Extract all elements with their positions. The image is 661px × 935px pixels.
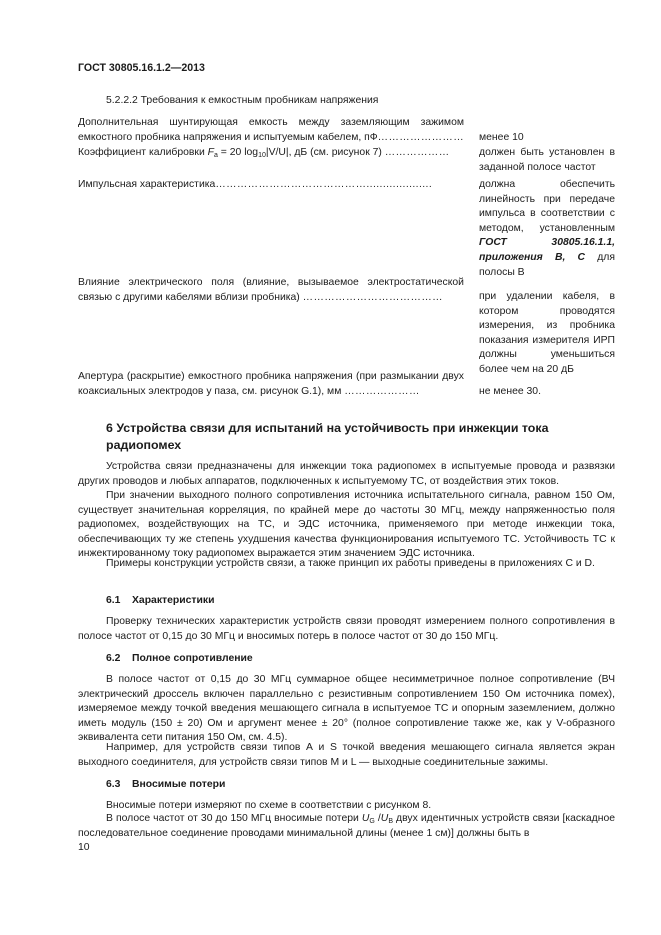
requirement-5-text: Апертура (раскрытие) емкостного пробника напряжения (при размыкании двух коаксиальных электродов у паза, см. рисунок G.1), мм [78, 371, 464, 397]
subsection-6-2-title: Полное сопротивление [132, 653, 253, 664]
subsection-6-1-paragraph: Проверку технических характеристик устройств связи проводят измерением полного сопротивления в полосе частот от 0,15 до 30 МГц и вносимых потерь в полосе частот от 30 до 150 МГц. [78, 616, 615, 642]
formula-symbol-f: F [207, 147, 215, 158]
subsection-6-2-heading [106, 652, 253, 667]
requirement-2-text: Коэффициент калибровки [78, 147, 205, 158]
requirement-3-value [479, 178, 615, 280]
subsection-6-3-number: 6.3 [106, 779, 121, 790]
subsection-6-3-heading [106, 778, 225, 793]
ratio-separator: / [374, 813, 381, 824]
requirement-3-label [78, 178, 464, 193]
requirement-5-dots: ………………… [344, 385, 420, 397]
page-number: 10 [78, 842, 90, 853]
requirement-3-value-text: должна обеспечить линейность при передаче импульса в соответствии с методом, установленным [479, 179, 615, 234]
symbol-u-g: U [361, 813, 370, 824]
subsection-6-3-title: Вносимые потери [132, 779, 226, 790]
requirement-5-label [78, 370, 464, 399]
requirement-4-value: при удалении кабеля, в котором проводятся измерения, из пробника показания измерителя ИРП должны уменьшиться более чем на 20 дБ [479, 291, 615, 375]
requirement-2-label [78, 146, 464, 161]
subsection-6-2-paragraph-1: В полосе частот от 0,15 до 30 МГц суммарное общее несимметричное полное сопротивление (ВЧ электрический дроссель включен параллельно с резистивным сопротивлением 150 Ом источника помех), измеряемое между точкой введения мешающего сигнала в испытуемое ТС и опорным заземлением, должно иметь модуль (150 ± 20) Ом и аргумент менее ± 20° (полное сопротивление также же, как у V-образного эквивалента сети питания 150 Ом, см. 4.5). [78, 674, 615, 744]
subsection-6-3-paragraph-2 [78, 812, 615, 841]
formula-ratio: |V/U|, дБ (см. рисунок 7) [265, 147, 382, 158]
requirement-3-dots: …………………………………….................... [215, 179, 433, 190]
subsection-6-1-title: Характеристики [132, 595, 215, 606]
requirement-3-value-tail: для полосы В [479, 251, 615, 278]
requirement-1-dots: …………………… [377, 131, 464, 143]
subscript-g: G [369, 818, 375, 825]
requirement-2-value: должен быть установлен в заданной полосе частот [479, 147, 615, 173]
requirement-4-label [78, 276, 464, 305]
section-6-paragraph-3: Примеры конструкции устройств связи, а также принцип их работы приведены в приложениях С и D. [106, 558, 595, 569]
subsection-title: 5.2.2.2 Требования к емкостным пробникам напряжения [106, 95, 379, 106]
formula-subscript-a: a [214, 152, 218, 159]
subsection-6-1-number: 6.1 [106, 595, 121, 606]
requirement-5-value: не менее 30. [479, 386, 541, 397]
section-6-paragraph-1: Устройства связи предназначены для инжекции тока радиопомех в испытуемые провода и развязки других проводов и любых аппаратов, подключенных к испытуемому ТС, от воздействия этих токов. [78, 461, 615, 487]
paragraph-text: В полосе частот от 30 до 150 МГц вносимые потери [106, 813, 362, 824]
requirement-1-text: Дополнительная шунтирующая емкость между заземляющим зажимом емкостного пробника напряжения и испытуемым кабелем, пФ [78, 117, 464, 143]
section-6-heading: 6 Устройства связи для испытаний на устойчивость при инжекции тока радиопомех [106, 421, 549, 452]
requirement-4-dots: ………………………………… [302, 291, 443, 303]
formula-log: = 20 log [217, 147, 259, 158]
subsection-6-3-paragraph-1: Вносимые потери измеряют по схеме в соответствии с рисунком 8. [106, 800, 432, 811]
document-header: ГОСТ 30805.16.1.2—2013 [78, 62, 205, 74]
requirement-1-value: менее 10 [479, 132, 524, 143]
requirement-4-text: Влияние электрического поля (влияние, вызываемое электростатической связью с другими кабелями вблизи пробника) [78, 277, 464, 303]
paragraph-text-tail: двух идентичных устройств связи [каскадное последовательное соединение проводами минимальной длины (менее 1 см)] должны быть в [78, 813, 615, 839]
section-6-paragraph-2: При значении выходного полного сопротивления источника испытательного сигнала, равном 150 Ом, существует значительная корреляция, по крайней мере до частоты 30 МГц, между напряженностью поля радиопомех, воздействующих на ТС, и ЭДС источника, применяемого при методе инжекции тока, обеспечивающих ту же степень ухудшения качества функционирования испытуемого ТС. Устойчивость ТС к инжектированному току радиопомех выражается этим значением ЭДС источника. [78, 490, 615, 560]
symbol-u-b: U [380, 813, 389, 824]
requirement-1-label [78, 116, 464, 145]
requirement-2-dots: ……………… [384, 147, 450, 158]
standard-reference: ГОСТ 30805.16.1.1, приложения В, С [479, 237, 615, 263]
subsection-6-2-paragraph-2: Например, для устройств связи типов А и S точкой введения мешающего сигнала является экран выходного соединителя, для устройств связи типов М и L — выходные соединительные зажимы. [78, 742, 615, 768]
formula-subscript-10: 10 [258, 152, 266, 159]
subscript-b: B [388, 818, 393, 825]
subsection-6-1-heading [106, 594, 214, 609]
subsection-6-2-number: 6.2 [106, 653, 121, 664]
requirement-3-text: Импульсная характеристика [78, 179, 216, 190]
